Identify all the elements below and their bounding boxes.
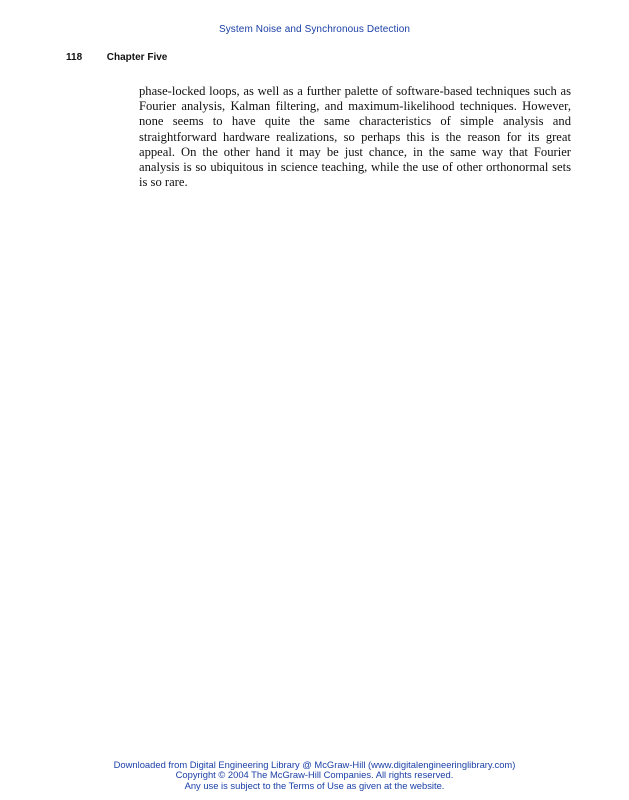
body-paragraph: phase-locked loops, as well as a further palette of software-based techniques such as Fourier analysis, Kalman filtering, and maximum-likelihood techniques. However, none seems to have quite the same characteristics of simple analysis and straightforward hardware realizations, so perhaps this is the reason for its great appeal. On the other hand it may be just chance, in the same way that Fourier analysis is so ubiquitous in science teaching, while the use of other orthonormal sets is so rare. xyxy=(139,84,571,190)
footer-copyright-line: Copyright © 2004 The McGraw-Hill Companies. All rights reserved. xyxy=(175,769,454,781)
folio-row xyxy=(66,52,167,63)
running-head-title: System Noise and Synchronous Detection xyxy=(218,24,411,35)
page-number: 118 xyxy=(66,52,83,63)
footer-notice xyxy=(0,760,629,791)
chapter-label: Chapter Five xyxy=(106,52,168,63)
footer-terms-line: Any use is subject to the Terms of Use as given at the website. xyxy=(184,779,445,791)
footer-download-line: Downloaded from Digital Engineering Library @ McGraw-Hill (www.digitalengineeringlibrary.com) xyxy=(113,759,516,770)
